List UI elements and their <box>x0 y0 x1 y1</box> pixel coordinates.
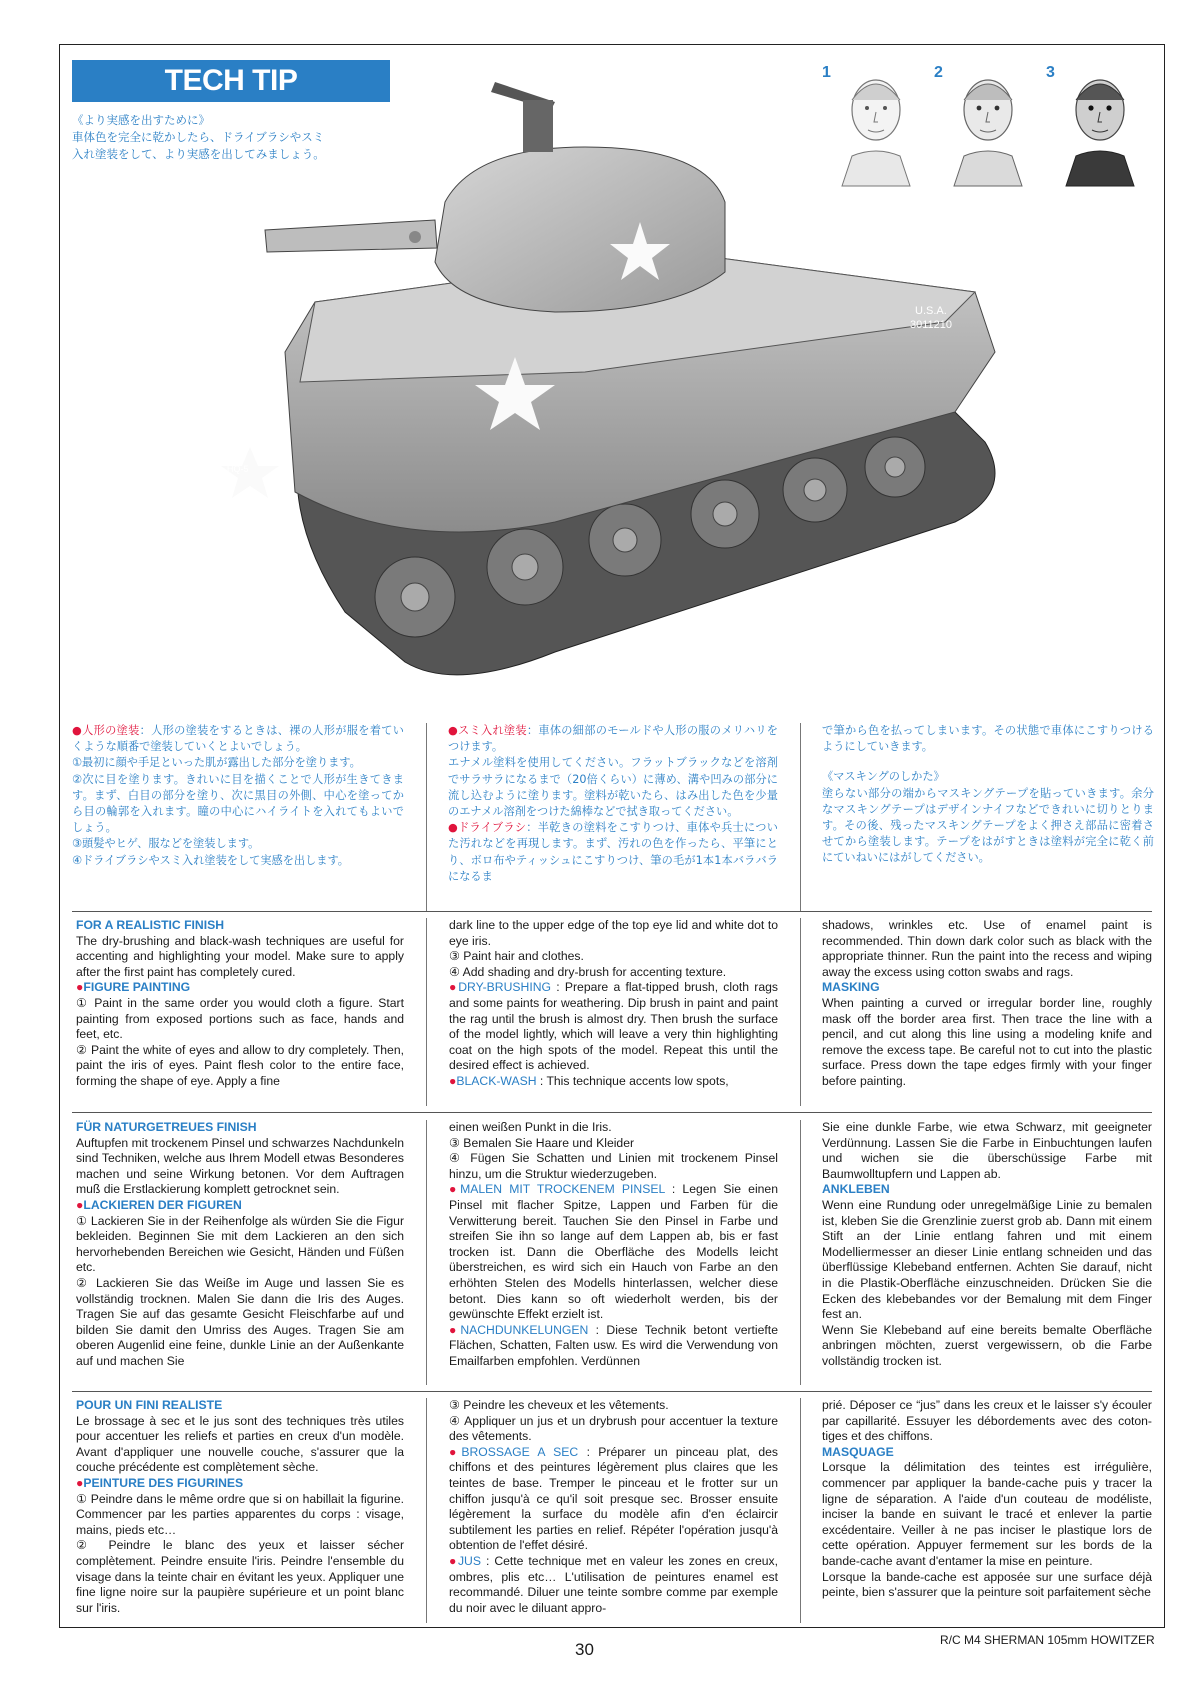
column-divider <box>800 918 801 1106</box>
fr-paragraph: ① Peindre dans le même ordre que si on habillait la figurine. Commencer par les parties apparentes du corps : visage, mains, pieds etc… <box>76 1491 404 1537</box>
jp-column-3 <box>822 723 1154 867</box>
jp-text: ：半乾きの塗料をこすりつけ、車体や兵士についた汚れなどを再現します。まず、汚れの色を作ったら、平筆にとり、ボロ布やティッシュにこすりつけ、筆の毛が1本1本バラバラになるま <box>448 821 778 883</box>
fr-column-2 <box>449 1398 778 1616</box>
jp-paragraph: ④ドライブラシやスミ入れ塗装をして実感を出します。 <box>72 853 349 867</box>
jp-paragraph: エナメル塗料を使用してください。フラットブラックなどを溶剤でサラサラになるまで（20倍くらい）に薄め、溝や凹みの部分に流し込むように塗ります。塗料が乾いたら、はみ出した色を少量のエナメル溶剤をつけた綿棒などで拭き取ってください。 <box>448 756 778 819</box>
de-paragraph: Wenn eine Rundung oder unregelmäßige Linie zu bemalen ist, kleben Sie die Grenzlinie zuerst grob ab. Dann mit einem Stift an der Linie entlang fahren und mit einem Modelliermesser an dieser Linie entlang schneiden und das überflüssige Klebeband entfernen. Achten Sie darauf, nicht in die Plastik-Oberfläche einzuschneiden. Drücken Sie die Ecken des klebebandes vor der Bemalung mit dem Finger fest an. <box>822 1197 1152 1322</box>
jp-paragraph <box>72 723 404 755</box>
de-text: : Legen Sie einen Pinsel mit flacher Spitze, Lappen und Farben für die Verwitterung bereit. Tauchen Sie den Pinsel in Farbe und streifen Sie ihn so lange auf dem Lappen ab, bis er fast trocken ist. Dann die Oberfläche des Modells leicht überstreichen, es wird sich ein Hauch von Farbe an den erhöhten Stelen des Modells hinterlassen, welcher diese betont. Dies kann so oft wiederholt werden, bis der gewünschte Effekt erzielt ist. <box>449 1182 778 1322</box>
en-paragraph: dark line to the upper edge of the top eye lid and white dot to eye iris. <box>449 918 778 948</box>
de-paragraph: Auftupfen mit trockenem Pinsel und schwarzes Nachdunkeln sind Techniken, welche aus Ihrem Modell etwas Besonderes machen und seine Wirkung betonen. Vor dem Auftragen muß die Erstlackierung komplett getrocknet sein. <box>76 1135 404 1197</box>
jp-subhead: ドライブラシ <box>458 821 527 835</box>
column-divider <box>800 1120 801 1385</box>
en-subhead: MASKING <box>822 980 880 995</box>
de-subhead <box>76 1198 404 1214</box>
fr-text: : Cette technique met en valeur les zones en creux, ombres, plis etc… L'utilisation de peintures enamel est recommandé. Diluer une teinte sombre comme par exemple du noir avec le diluant appro- <box>449 1553 778 1615</box>
fr-column-1 <box>76 1398 404 1616</box>
fr-inline-head: JUS <box>457 1553 481 1568</box>
en-paragraph: shadows, wrinkles etc. Use of enamel paint is recommended. Thin down dark color such as black with the appropriate thinner. Run the paint into the recess and wiping away the excess using cotton swabs and rags. <box>822 918 1152 979</box>
red-bullet-icon: ● <box>448 724 459 737</box>
jp-paragraph: 塗らない部分の端からマスキングテープを貼っていきます。余分なマスキングテープはデザインナイフなどできれいに切りとります。その後、残ったマスキングテープをよく押さえ部品に密着させてから塗装します。テープをはがすときは塗料が完全に乾く前にていねいにはがしてください。 <box>822 786 1154 865</box>
column-divider <box>800 1398 801 1623</box>
de-subhead: ANKLEBEN <box>822 1182 890 1197</box>
jp-section-title: 《マスキングのしかた》 <box>822 770 945 784</box>
face-number: 3 <box>1046 64 1055 81</box>
fr-section-title: POUR UN FINI REALISTE <box>76 1398 223 1412</box>
jp-text: ：人形の塗装をするときは、裸の人形が服を着ていくような順番で塗装していくとよいでしょう。 <box>72 724 404 754</box>
en-inline-head: BLACK-WASH <box>456 1073 537 1088</box>
fr-paragraph <box>449 1445 778 1554</box>
column-divider <box>426 723 427 911</box>
jp-column-2 <box>448 723 778 885</box>
jp-paragraph <box>448 723 778 755</box>
de-paragraph: ② Lackieren Sie das Weiße im Auge und lassen Sie es vollständig trocknen. Malen Sie dann die Iris des Auges. Tragen Sie auf das gesamte Gesicht Fleischfarbe auf und bilden Sie damit den Umriss des Auges. Tragen Sie am oberen Augenlid eine feine, dunkle Linie an der Außenkante auf und machen Sie <box>76 1275 404 1368</box>
en-text: : This technique accents low spots, <box>536 1073 729 1088</box>
fr-paragraph: Lorsque la bande-cache est apposée sur une surface déjà peinte, bien s'assurer que la peinture soit parfaitement sèche <box>822 1569 1152 1600</box>
red-bullet-icon: ● <box>449 1553 458 1568</box>
de-text: : Diese Technik betont vertiefte Flächen, Schatten, Falten usw. Es wird die Verwendung von Emailfarben empfohlen. Verdünnen <box>449 1322 778 1368</box>
en-column-3 <box>822 918 1152 1090</box>
en-paragraph <box>449 1074 778 1090</box>
de-inline-head: NACHDUNKELUNGEN <box>460 1322 589 1337</box>
fr-paragraph: Le brossage à sec et le jus sont des techniques très utiles pour accentuer les reliefs et parties en creux d'un modèle. Avant d'appliquer une nouvelle couche, s'assurer que la couche précédente est complètement sèche. <box>76 1413 404 1475</box>
fr-paragraph: ③ Peindre les cheveux et les vêtements. <box>449 1398 669 1412</box>
de-paragraph: ① Lackieren Sie in der Reihenfolge als würden Sie die Figur bekleiden. Beginnen Sie mit dem Lackieren an den sich hervorhebenden Bereichen wie Gesicht, Händen und Füßen etc. <box>76 1213 404 1275</box>
en-paragraph <box>449 980 778 1074</box>
jp-paragraph: ③頭髪やヒゲ、服などを塗装します。 <box>72 837 260 851</box>
red-bullet-icon: ● <box>449 980 459 995</box>
column-divider <box>426 1398 427 1623</box>
face-number: 1 <box>822 64 831 81</box>
de-paragraph <box>449 1323 778 1370</box>
de-paragraph: Wenn Sie Klebeband auf eine bereits bemalte Oberfläche anbringen möchten, zuerst vergewissern, ob die Farbe vollständig trocken ist. <box>822 1322 1152 1368</box>
de-paragraph: ③ Bemalen Sie Haare und Kleider <box>449 1135 635 1150</box>
fr-paragraph: Lorsque la délimitation des teintes est irrégulière, commencer par appliquer la bande-cache puis y tracer la ligne de séparation. A l'aide d'un couteau de modéliste, inciser la bande en suivant le tracé et enlever la partie excédentaire. Veiller à ne pas inciser le plastique lors de cette opération. Appuyer fermement sur les bords de la bande-cache avant d'entamer la mise en peinture. <box>822 1460 1152 1568</box>
fr-inline-head: BROSSAGE A SEC <box>461 1444 579 1459</box>
en-subhead <box>76 980 404 996</box>
red-bullet-icon: ● <box>449 1182 461 1197</box>
section-divider <box>72 1112 1152 1113</box>
red-bullet-icon: ● <box>76 1475 84 1490</box>
fr-subhead <box>76 1476 404 1492</box>
column-divider <box>426 1120 427 1385</box>
en-subhead-label: FIGURE PAINTING <box>83 980 191 995</box>
en-paragraph: ③ Paint hair and clothes. <box>449 949 584 964</box>
hull-marking: 11A-22A <box>217 434 256 445</box>
red-bullet-icon: ● <box>449 1322 461 1337</box>
fr-paragraph: prié. Déposer ce “jus” dans les creux et le laisser s'y écouler par capillarité. Essuyer les débordements avec des coton-tiges et des chiffons. <box>822 1398 1152 1444</box>
en-paragraph: When painting a curved or irregular border line, roughly mask off the border area first. Then trace the line with a pencil, and cut along this line using a modeling knife and remove the excess tape. Be careful not to cut into the plastic surface. Press down the tape edges firmly with your finger before painting. <box>822 995 1152 1088</box>
jp-intro-line: 入れ塗装をして、より実感を出してみましょう。 <box>72 147 325 161</box>
column-divider <box>426 918 427 1106</box>
fr-paragraph: ② Peindre le blanc des yeux et laisser sécher complètement. Peindre ensuite l'iris. Peindre l'ensemble du visage dans la teinte chair en évitant les yeux. Appliquer une fine ligne noire sur la paupière supérieure et un point blanc sur l'iris. <box>76 1538 404 1615</box>
hull-marking: U.S.A. <box>915 305 947 317</box>
jp-intro-line: 車体色を完全に乾かしたら、ドライブラシやスミ <box>72 130 325 144</box>
de-paragraph: Sie eine dunkle Farbe, wie etwa Schwarz, mit geeigneter Verdünnung. Lassen Sie die Farbe in Einbuchtungen laufen und wichen sie die überschüssige Farbe mit Baumwolltupfern und Lappen ab. <box>822 1120 1152 1181</box>
de-column-2 <box>449 1120 778 1370</box>
jp-subhead: 人形の塗装 <box>82 724 140 737</box>
fr-column-3 <box>822 1398 1152 1601</box>
en-column-1 <box>76 918 404 1090</box>
column-divider <box>800 723 801 911</box>
de-paragraph: einen weißen Punkt in die Iris. <box>449 1120 612 1134</box>
en-column-2 <box>449 918 778 1090</box>
hull-marking: HQ-5 <box>227 464 249 474</box>
fr-paragraph <box>449 1554 778 1616</box>
section-divider <box>72 1391 1152 1392</box>
en-text: : Prepare a flat-tipped brush, cloth rags and some paints for weathering. Dip brush in paint and paint the rag until the brush is almost dry. Then brush the surface of the model lightly, which will leave a very thin highlighting coat on the high spots of the model. Repeat this until the desired effect is achieved. <box>449 980 778 1073</box>
red-bullet-icon: ● <box>448 821 459 835</box>
footer-title: R/C M4 SHERMAN 105mm HOWITZER <box>940 1633 1155 1647</box>
de-column-1 <box>76 1120 404 1370</box>
section-divider <box>72 911 1152 912</box>
red-bullet-icon: ● <box>76 980 84 995</box>
de-subhead-label: LACKIEREN DER FIGUREN <box>83 1197 242 1212</box>
red-bullet-icon: ● <box>72 724 83 737</box>
de-inline-head: MALEN MIT TROCKENEM PINSEL <box>460 1182 665 1197</box>
fr-subhead-label: PEINTURE DES FIGURINES <box>83 1475 244 1490</box>
en-paragraph: The dry-brushing and black-wash techniques are useful for accenting and highlighting your model. Make sure to apply after the first paint has completely cured. <box>76 933 404 979</box>
jp-paragraph: ①最初に顔や手足といった肌が露出した部分を塗ります。 <box>72 756 361 770</box>
en-inline-head: DRY-BRUSHING <box>458 980 551 995</box>
jp-intro-title: 《より実感を出すために》 <box>72 113 210 127</box>
en-paragraph: ① Paint in the same order you would cloth a figure. Start painting from exposed portions such as face, hands and feet, etc. <box>76 995 404 1042</box>
de-section-title: FÜR NATURGETREUES FINISH <box>76 1120 257 1134</box>
en-paragraph: ④ Add shading and dry-brush for accenting texture. <box>449 964 727 979</box>
jp-subhead: スミ入れ塗装 <box>458 724 527 737</box>
hull-marking: 3011210 <box>910 319 953 331</box>
jp-paragraph <box>448 820 778 885</box>
jp-paragraph: ②次に目を塗ります。きれいに目を描くことで人形が生きてきます。まず、白目の部分を塗り、次に黒目の外側、中心を塗ってから目の輪郭を入れます。瞳の中心にハイライトを入れてもよいでしょう。 <box>72 772 404 835</box>
face-number: 2 <box>934 64 943 81</box>
fr-subhead: MASQUAGE <box>822 1444 894 1459</box>
red-bullet-icon: ● <box>76 1197 84 1212</box>
tech-tip-banner: TECH TIP <box>72 60 390 102</box>
red-bullet-icon: ● <box>449 1073 457 1088</box>
red-bullet-icon: ● <box>449 1444 462 1459</box>
en-paragraph: ② Paint the white of eyes and allow to dry completely. Then, paint the iris of eyes. Paint flesh color to the entire face, forming the shape of eye. Apply a fine <box>76 1042 404 1088</box>
fr-paragraph: ④ Appliquer un jus et un drybrush pour accentuer la texture des vêtements. <box>449 1413 778 1444</box>
jp-text: ：車体の細部のモールドや人形の服のメリハリをつけます。 <box>448 724 778 754</box>
jp-paragraph: で筆から色を払ってしまいます。その状態で車体にこすりつけるようにしていきます。 <box>822 724 1154 754</box>
jp-column-1 <box>72 723 404 869</box>
en-section-title: FOR A REALISTIC FINISH <box>76 918 225 932</box>
de-paragraph <box>449 1182 778 1322</box>
page-number: 30 <box>575 1640 594 1659</box>
de-paragraph: ④ Fügen Sie Schatten und Linien mit trockenem Pinsel hinzu, um die Struktur wiederzugeben. <box>449 1151 778 1181</box>
fr-text: : Préparer un pinceau plat, des chiffons et des peintures légèrement plus claires que les teintes de base. Tremper le pinceau et le frotter sur un chiffon jusqu'à ce qu'il soit presque sec. Brosser ensuite légèrement la surface du modèle afin d'en éclaircir subtilement les parties en relief. Répéter l'opération jusqu'à obtention de l'effet désiré. <box>449 1444 778 1553</box>
de-column-3 <box>822 1120 1152 1370</box>
